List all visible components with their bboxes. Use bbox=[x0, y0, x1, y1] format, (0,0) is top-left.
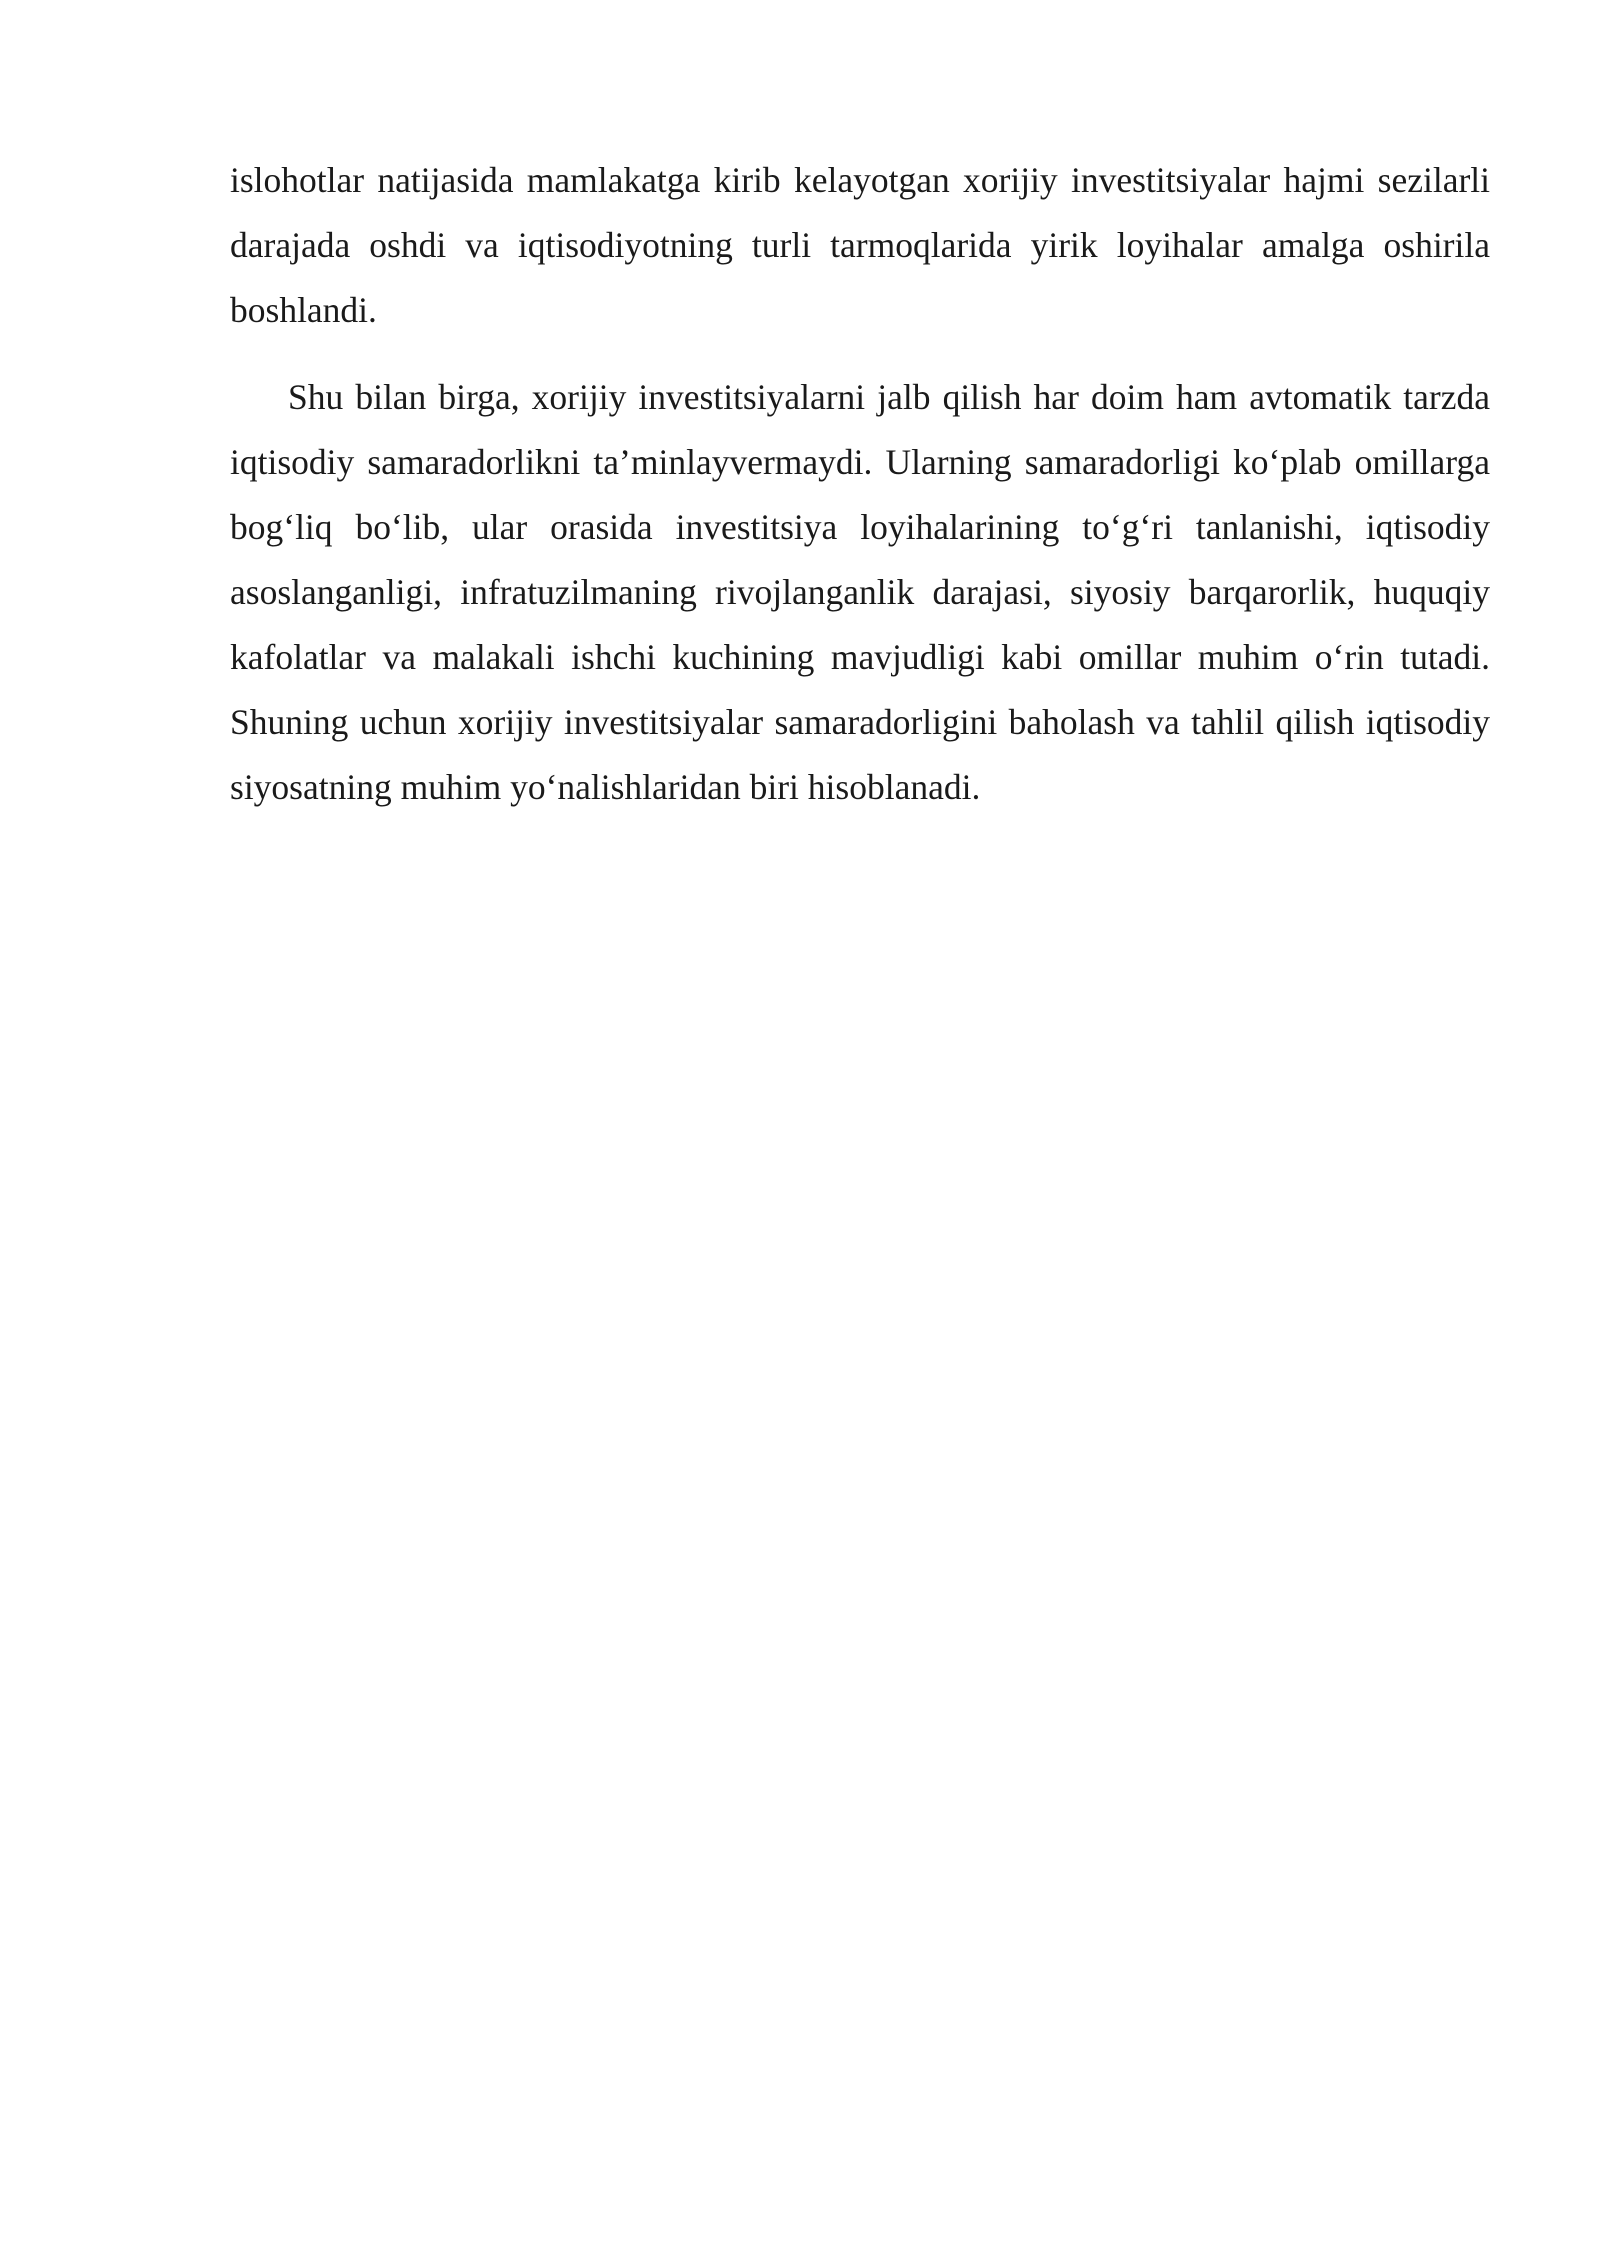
document-body bbox=[230, 148, 1490, 820]
paragraph: islohotlar natijasida mamlakatga kirib kelayotgan xorijiy investitsiyalar hajmi sezilarli darajada oshdi va iqtisodiyotning turli tarmoqlarida yirik loyihalar amalga oshirila boshlandi. bbox=[230, 160, 1490, 330]
paragraph: Shu bilan birga, xorijiy investitsiyalarni jalb qilish har doim ham avtomatik tarzda iqtisodiy samaradorlikni ta’minlayvermaydi. Ularning samaradorligi ko‘plab omillarga bog‘liq bo‘lib, ular orasida investitsiya loyihalarining to‘g‘ri tanlanishi, iqtisodiy asoslanganligi, infratuzilmaning rivojlanganlik darajasi, siyosiy barqarorlik, huquqiy kafolatlar va malakali ishchi kuchining mavjudligi kabi omillar muhim o‘rin tutadi. Shuning uchun xorijiy investitsiyalar samaradorligini baholash va tahlil qilish iqtisodiy siyosatning muhim yo‘nalishlaridan biri hisoblanadi. bbox=[230, 377, 1490, 807]
